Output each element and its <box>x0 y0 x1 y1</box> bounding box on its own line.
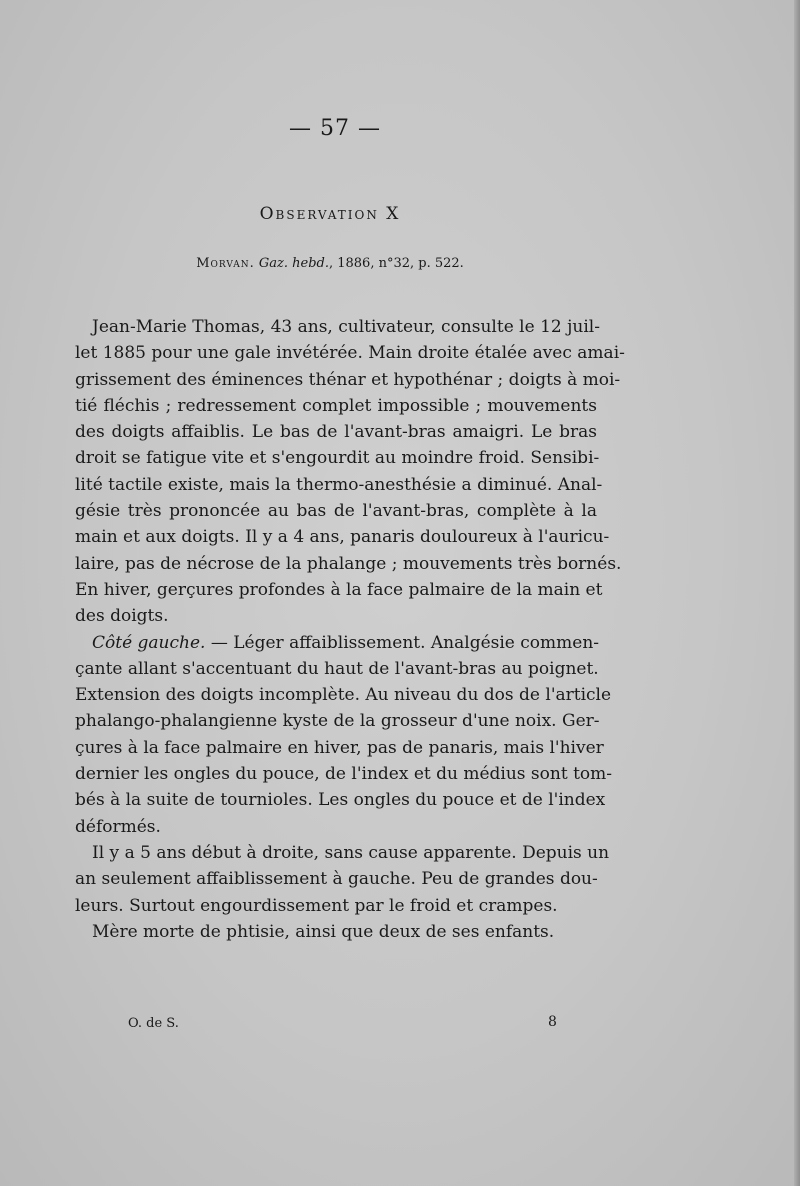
text-line: çures à la face palmaire en hiver, pas de panaris, mais l'hiver <box>75 737 604 758</box>
citation-author: Morvan. <box>196 256 255 271</box>
text-line: En hiver, gerçures profondes à la face palmaire de la main et <box>75 579 603 600</box>
page-edge-shadow <box>794 0 800 1186</box>
text-line: des doigts affaiblis. Le bas de l'avant-bras amaigri. Le bras <box>75 422 597 443</box>
text-line: an seulement affaiblissement à gauche. Peu de grandes dou- <box>75 869 598 890</box>
cote-gauche-heading: Côté gauche. <box>92 632 206 653</box>
text-line: tié fléchis ; redressement complet impossible ; mouvements <box>75 395 597 416</box>
text-line: lité tactile existe, mais la thermo-anesthésie a diminué. Anal- <box>75 474 603 495</box>
text-line: Extension des doigts incomplète. Au niveau du dos de l'article <box>75 685 612 706</box>
citation-details: , 1886, n°32, p. 522. <box>328 256 464 271</box>
text-line: des doigts. <box>75 606 169 627</box>
text-line: phalango-phalangienne kyste de la grosseur d'une noix. Ger- <box>75 711 600 732</box>
text-line: laire, pas de nécrose de la phalange ; mouvements très bornés. <box>75 553 622 574</box>
text-line: grissement des éminences thénar et hypothénar ; doigts à moi- <box>75 369 621 390</box>
page-number: — 57 — <box>289 116 381 141</box>
text-line: déformés. <box>75 816 161 837</box>
citation <box>0 256 660 271</box>
text-line: Il y a 5 ans début à droite, sans cause apparente. Depuis un <box>92 842 610 863</box>
signature-mark: 8 <box>548 1014 557 1030</box>
text-line: Jean-Marie Thomas, 43 ans, cultivateur, consulte le 12 juil- <box>92 317 600 337</box>
citation-journal: Gaz. hebd. <box>258 256 329 271</box>
text-line: bés à la suite de tournioles. Les ongles du pouce et de l'index <box>75 790 606 811</box>
body-text <box>75 314 625 945</box>
observation-title: Observation X <box>259 204 401 224</box>
text-line: leurs. Surtout engourdissement par le froid et crampes. <box>75 895 558 916</box>
text-line <box>75 630 600 656</box>
printer-signature: O. de S. <box>128 1016 179 1031</box>
text-line: let 1885 pour une gale invétérée. Main droite étalée avec amai- <box>75 343 625 364</box>
text-line: Mère morte de phtisie, ainsi que deux de ses enfants. <box>92 921 555 942</box>
text-line: gésie très prononcée au bas de l'avant-bras, complète à la <box>75 501 597 522</box>
text-line: droit se fatigue vite et s'engourdit au moindre froid. Sensibi- <box>75 448 600 469</box>
text-fragment: — Léger affaiblissement. Analgésie commen- <box>205 632 600 653</box>
text-line: dernier les ongles du pouce, de l'index et du médius sont tom- <box>75 764 613 785</box>
text-line: main et aux doigts. Il y a 4 ans, panaris douloureux à l'auricu- <box>75 527 610 548</box>
text-line: çante allant s'accentuant du haut de l'avant-bras au poignet. <box>75 658 599 679</box>
